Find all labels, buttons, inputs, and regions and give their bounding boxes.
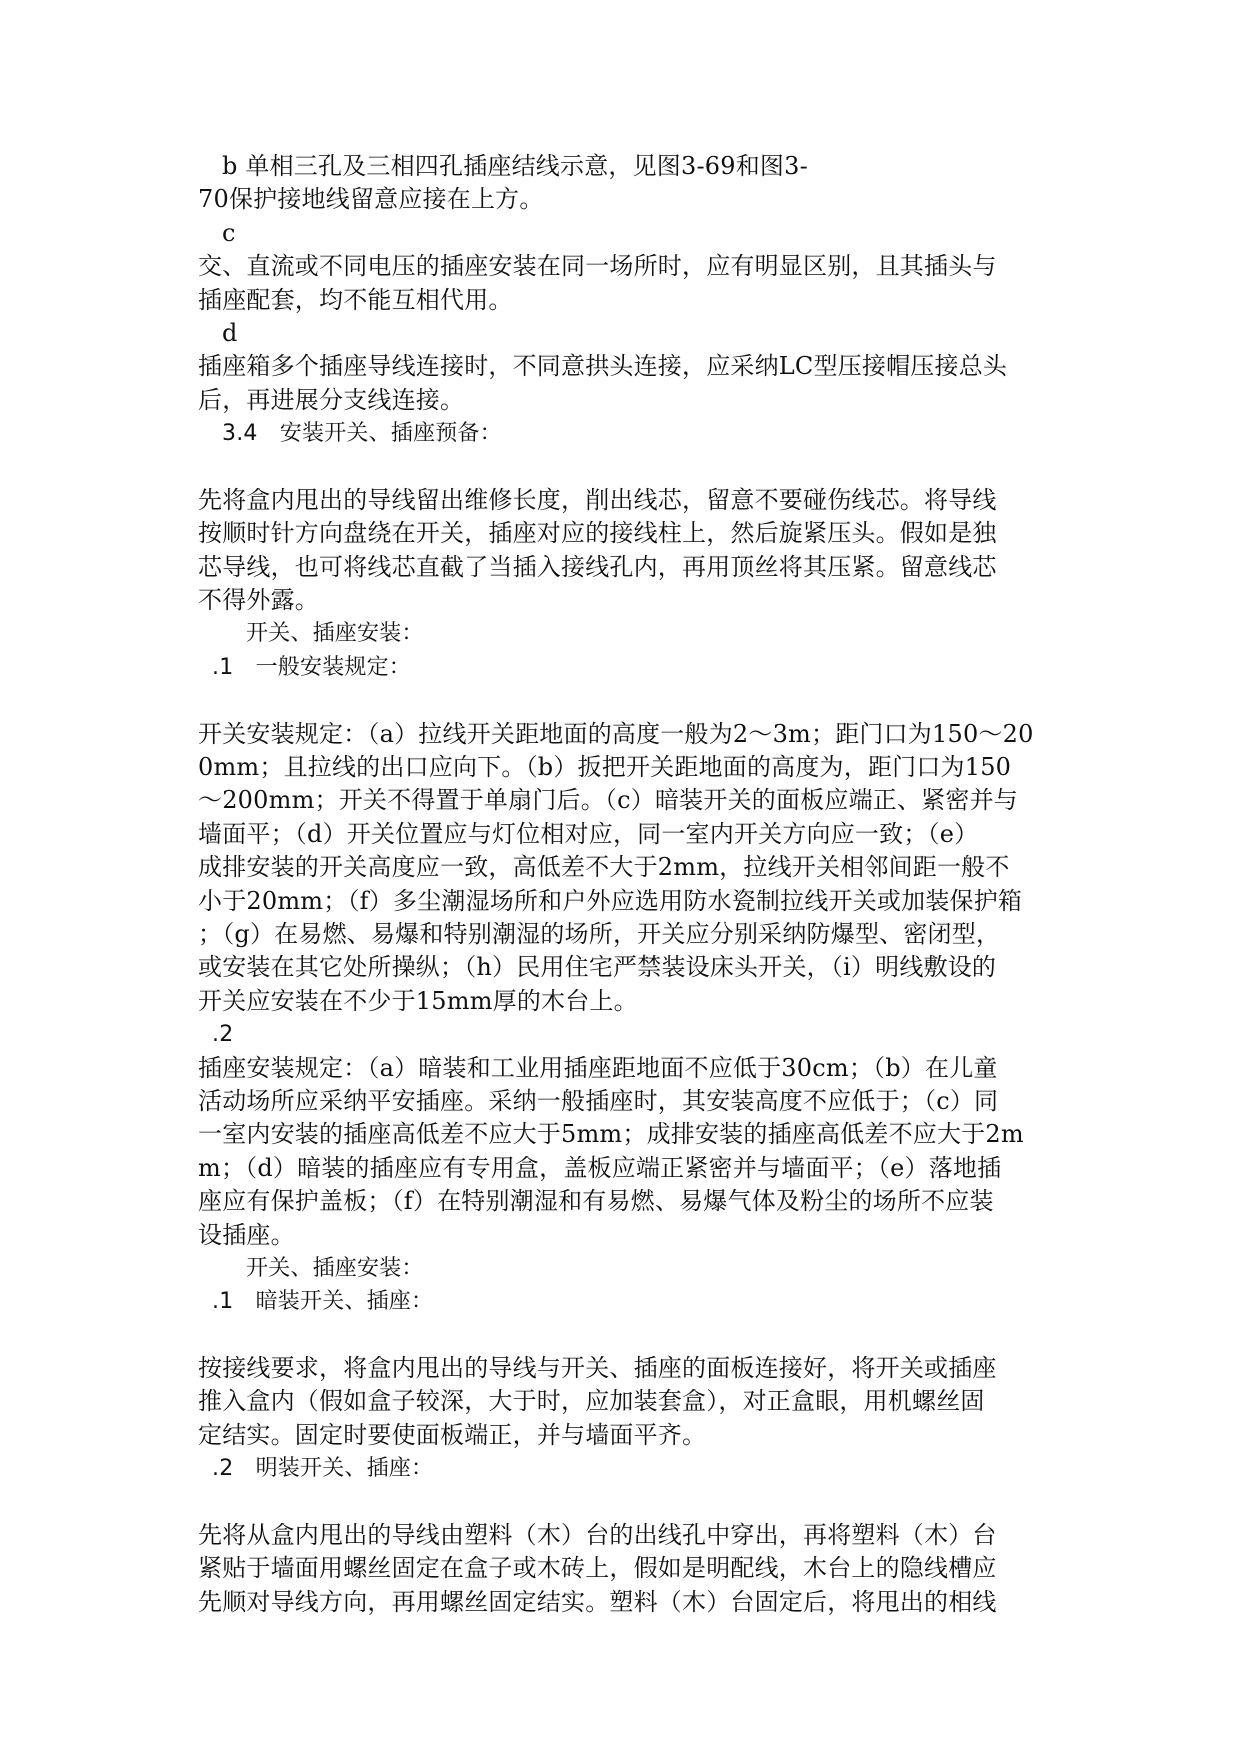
paragraph-d-line-1: 插座箱多个插座导线连接时，不同意拱头连接，应采纳LC型压接帽压接总头 — [198, 352, 1008, 381]
section-heading-install-2: 开关、插座安装： — [246, 1255, 424, 1281]
concealed-paragraph-line-2: 推入盒内（假如盒子较深，大于时，应加装套盒），对正盒眼，用机螺丝固 — [198, 1387, 985, 1416]
switch-rules-line-9: 开关应安装在不少于15mm厚的木台上。 — [198, 986, 638, 1015]
socket-rules-line-5: 座应有保护盖板；（f）在特别潮湿和有易燃、易爆气体及粉尘的场所不应装 — [198, 1187, 994, 1216]
paragraph-c-label: c — [222, 218, 236, 247]
socket-rules-line-2: 活动场所应采纳平安插座。采纳一般插座时，其安装高度不应低于；（c）同 — [198, 1086, 999, 1115]
surface-paragraph-line-3: 先顺对导线方向，再用螺丝固定结实。塑料（木）台固定后，将甩出的相线 — [198, 1587, 997, 1616]
prep-paragraph-line-4: 不得外露。 — [198, 586, 319, 615]
paragraph-c-line-2: 插座配套，均不能互相代用。 — [198, 285, 513, 314]
section-heading-3-4: 3.4 安装开关、插座预备： — [222, 421, 502, 447]
paragraph-d-label: d — [222, 318, 238, 347]
surface-paragraph-line-1: 先将从盒内甩出的导线由塑料（木）台的出线孔中穿出，再将塑料（木）台 — [198, 1521, 997, 1550]
document-body — [198, 150, 1078, 1619]
prep-paragraph-line-3: 芯导线，也可将线芯直截了当插入接线孔内，再用顶丝将其压紧。留意线芯 — [198, 552, 997, 581]
switch-rules-line-7: ；（g）在易燃、易爆和特别潮湿的场所，开关应分别采纳防爆型、密闭型， — [198, 919, 1001, 948]
socket-rules-line-4: m；（d）暗装的插座应有专用盒，盖板应端正紧密并与墙面平；（e）落地插 — [198, 1153, 1002, 1182]
switch-rules-line-5: 成排安装的开关高度应一致，高低差不大于2mm，拉线开关相邻间距一般不 — [198, 853, 1010, 882]
socket-rules-line-6: 设插座。 — [198, 1220, 295, 1249]
switch-rules-line-3: ～200mm；开关不得置于单扇门后。（c）暗装开关的面板应端正、紧密并与 — [198, 786, 1018, 815]
switch-rules-line-8: 或安装在其它处所操纵；（h）民用住宅严禁装设床头开关，（i）明线敷设的 — [198, 953, 997, 982]
subsection-heading-general: .1 一般安装规定： — [212, 654, 411, 680]
subsection-heading-surface: .2 明装开关、插座： — [212, 1456, 434, 1482]
switch-rules-line-2: 0mm；且拉线的出口应向下。（b）扳把开关距地面的高度为，距门口为150 — [198, 753, 1012, 782]
prep-paragraph-line-1: 先将盒内甩出的导线留出维修长度，削出线芯，留意不要碰伤线芯。将导线 — [198, 485, 997, 514]
surface-paragraph-line-2: 紧贴于墙面用螺丝固定在盒子或木砖上，假如是明配线，木台上的隐线槽应 — [198, 1554, 997, 1583]
section-heading-install-1: 开关、插座安装： — [246, 621, 424, 647]
socket-rules-line-1: 插座安装规定：（a）暗装和工业用插座距地面不应低于30cm；（b）在儿童 — [198, 1053, 998, 1082]
subsection-heading-concealed: .1 暗装开关、插座： — [212, 1289, 434, 1315]
paragraph-c-line-1: 交、直流或不同电压的插座安装在同一场所时，应有明显区别，且其插头与 — [198, 252, 997, 281]
subsection-heading-2a: .2 — [212, 1022, 234, 1048]
prep-paragraph-line-2: 按顺时针方向盘绕在开关，插座对应的接线柱上，然后旋紧压头。假如是独 — [198, 519, 997, 548]
paragraph-d-line-2: 后，再进展分支线连接。 — [198, 385, 465, 414]
concealed-paragraph-line-1: 按接线要求，将盒内甩出的导线与开关、插座的面板连接好，将开关或插座 — [198, 1354, 997, 1383]
switch-rules-line-6: 小于20mm；（f）多尘潮湿场所和户外应选用防水瓷制拉线开关或加装保护箱 — [198, 886, 1023, 915]
switch-rules-line-1: 开关安装规定：（a）拉线开关距地面的高度一般为2～3m；距门口为150～20 — [198, 719, 1034, 748]
paragraph-b-line-1: b 单相三孔及三相四孔插座结线示意，见图3-69和图3- — [222, 152, 808, 180]
concealed-paragraph-line-3: 定结实。固定时要使面板端正，并与墙面平齐。 — [198, 1420, 707, 1449]
socket-rules-line-3: 一室内安装的插座高低差不应大于5mm；成排安装的插座高低差不应大于2m — [198, 1120, 1024, 1149]
paragraph-b-line-2: 70保护接地线留意应接在上方。 — [198, 185, 544, 214]
switch-rules-line-4: 墙面平；（d）开关位置应与灯位相对应，同一室内开关方向应一致；（e） — [198, 819, 979, 848]
